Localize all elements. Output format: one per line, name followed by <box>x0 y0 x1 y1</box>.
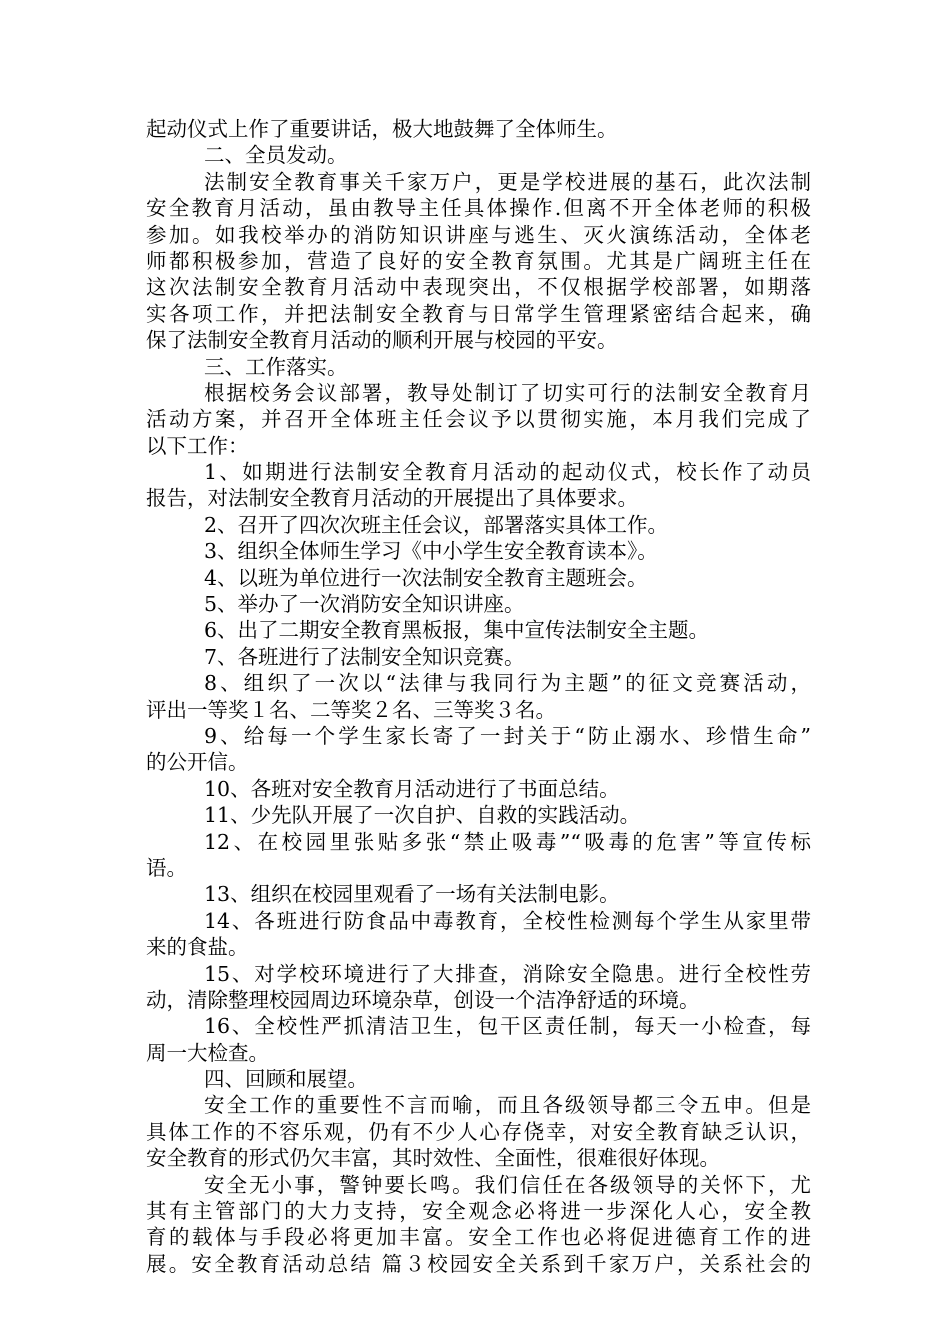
text-line: 15、对学校环境进行了大排查，消除安全隐患。进行全校性劳 <box>204 961 811 986</box>
text-line: 四、回顾和展望。 <box>204 1067 368 1092</box>
text-line: 的公开信。 <box>146 750 249 775</box>
text-line: 根据校务会议部署，教导处制订了切实可行的法制安全教育月 <box>204 380 811 405</box>
text-line: 安全教育的形式仍欠丰富，其时效性、全面性，很难很好体现。 <box>146 1146 720 1171</box>
text-line: 安全无小事，警钟要长鸣。我们信任在各级领导的关怀下，尤 <box>204 1172 811 1197</box>
text-line: 保了法制安全教育月活动的顺利开展与校园的平安。 <box>146 328 618 353</box>
text-line: 育的载体与手段必将更加丰富。安全工作也必将促进德育工作的进 <box>146 1225 811 1250</box>
text-line: 以下工作： <box>146 433 249 458</box>
text-line: 5、举办了一次消防安全知识讲座。 <box>204 592 525 617</box>
text-line: 6、出了二期安全教育黑板报，集中宣传法制安全主题。 <box>204 618 710 643</box>
text-line: 1、如期进行法制安全教育月活动的起动仪式，校长作了动员 <box>204 460 811 485</box>
text-line: 参加。如我校举办的消防知识讲座与逃生、灭火演练活动，全体老 <box>146 222 811 247</box>
text-line: 具体工作的不容乐观，仍有不少人心存侥幸，对安全教育缺乏认识， <box>146 1119 811 1144</box>
text-line: 师都积极参加，营造了良好的安全教育氛围。尤其是广阔班主任在 <box>146 248 811 273</box>
text-line: 三、工作落实。 <box>204 354 348 379</box>
document-body <box>146 116 811 1277</box>
text-line: 3、组织全体师生学习《中小学生安全教育读本》。 <box>204 539 658 564</box>
text-line: 10、各班对安全教育月活动进行了书面总结。 <box>204 776 620 801</box>
text-line: 安全教育月活动，虽由教导主任具体操作.但离不开全体老师的积极 <box>146 196 811 221</box>
text-line: 这次法制安全教育月活动中表现突出，不仅根据学校部署，如期落 <box>146 275 811 300</box>
text-line: 报告，对法制安全教育月活动的开展提出了具体要求。 <box>146 486 638 511</box>
text-line: 来的食盐。 <box>146 935 249 960</box>
text-line: 4、以班为单位进行一次法制安全教育主题班会。 <box>204 565 648 590</box>
text-line: 活动方案，并召开全体班主任会议予以贯彻实施，本月我们完成了 <box>146 407 811 432</box>
text-line: 9、给每一个学生家长寄了一封关于“防止溺水、珍惜生命” <box>204 723 811 748</box>
text-line: 安全工作的重要性不言而喻，而且各级领导都三令五申。但是 <box>204 1093 811 1118</box>
text-line: 其有主管部门的大力支持，安全观念必将进一步深化人心，安全教 <box>146 1199 811 1224</box>
text-line: 展。安全教育活动总结 篇３校园安全关系到千家万户，关系社会的 <box>146 1251 811 1276</box>
text-line: 周一大检查。 <box>146 1040 269 1065</box>
text-line: 12、在校园里张贴多张“禁止吸毒”“吸毒的危害”等宣传标 <box>204 829 811 854</box>
text-line: 语。 <box>146 855 187 880</box>
text-line: 13、组织在校园里观看了一场有关法制电影。 <box>204 882 620 907</box>
text-line: 7、各班进行了法制安全知识竞赛。 <box>204 644 525 669</box>
text-line: 二、全员发动。 <box>204 143 348 168</box>
text-line: 16、全校性严抓清洁卫生，包干区责任制，每天一小检查，每 <box>204 1014 811 1039</box>
text-line: 法制安全教育事关千家万户，更是学校进展的基石，此次法制 <box>204 169 811 194</box>
text-line: 8、组织了一次以“法律与我同行为主题”的征文竞赛活动， <box>204 671 811 696</box>
text-line: 14、各班进行防食品中毒教育，全校性检测每个学生从家里带 <box>204 908 811 933</box>
text-line: 动，清除整理校园周边环境杂草，创设一个洁净舒适的环境。 <box>146 987 700 1012</box>
text-line: 起动仪式上作了重要讲话，极大地鼓舞了全体师生。 <box>146 117 618 141</box>
text-line: 2、召开了四次次班主任会议，部署落实具体工作。 <box>204 512 669 537</box>
text-line: 评出一等奖１名、二等奖２名、三等奖３名。 <box>146 697 556 722</box>
text-line: 11、少先队开展了一次自护、自救的实践活动。 <box>204 803 641 828</box>
text-line: 实各项工作，并把法制安全教育与日常学生管理紧密结合起来，确 <box>146 301 811 326</box>
